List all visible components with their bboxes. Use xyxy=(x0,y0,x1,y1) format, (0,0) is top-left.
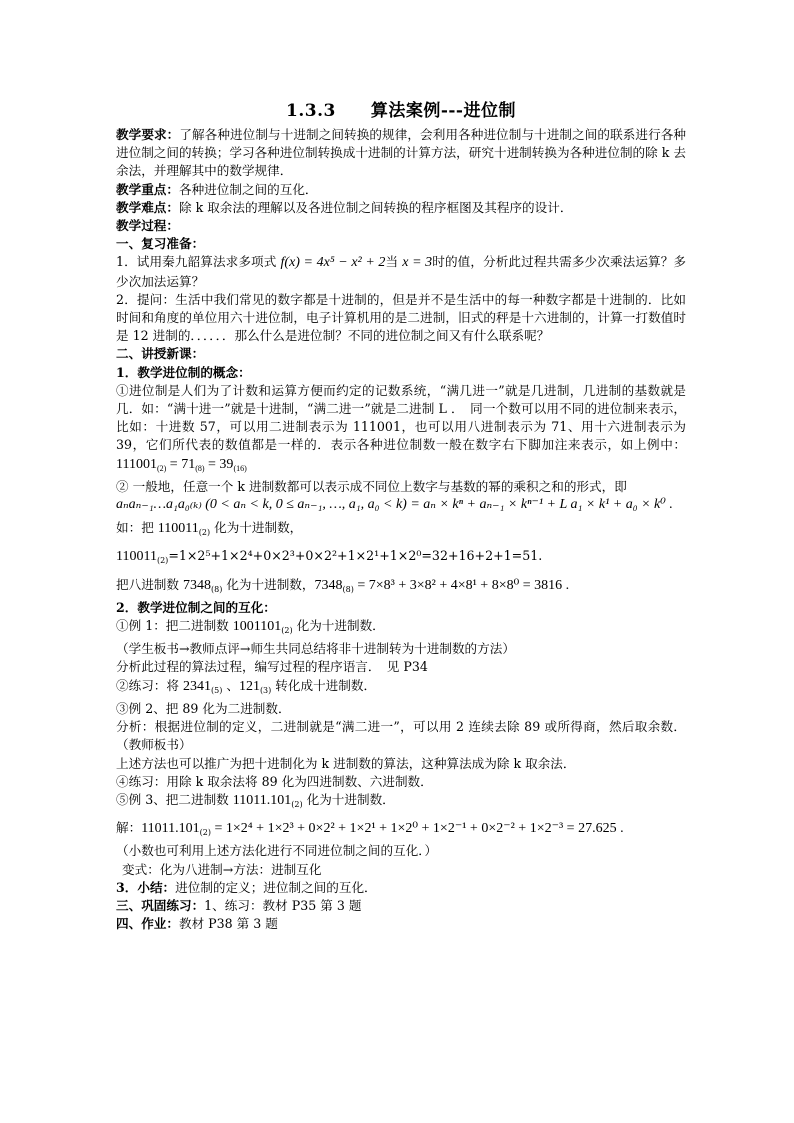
teaching-requirements xyxy=(116,126,686,181)
requirements-text: 了解各种进位制与十进制之间转换的规律，会利用各种进位制与十进制之间的联系进行各种进位制之间的转换；学习各种进位制转换成十进制的计算方法，研究十进制转换为各种进位制的除 k 去余法，并理解其中的数学规律． xyxy=(116,127,687,179)
c5-text-a: ⑤例 3、把二进制数 xyxy=(116,791,233,807)
c2-base-2: (3) xyxy=(259,685,272,695)
c2-number-1: 2341 xyxy=(182,678,211,694)
conversion-note: （学生板书→教师点评→师生共同总结将非十进制转为十进制数的方法） xyxy=(116,641,515,657)
conversion-analysis: 分析此过程的算法过程，编写过程的程序语言． 见 P34 xyxy=(116,659,428,675)
conversion-example-2: ③例 2、把 89 化为二进制数． xyxy=(116,700,291,716)
ex2-number: 7348 xyxy=(182,577,211,593)
c2-base-1: (5) xyxy=(210,685,223,695)
homework xyxy=(116,915,686,933)
review-question-1 xyxy=(116,253,686,290)
ex1-base: (2) xyxy=(198,528,211,538)
consolidation-text: 1、练习：教材 P35 第 3 题 xyxy=(204,897,362,913)
q1-text-c: 时的值，分析此过程共需多少次乘法运算？多少次加法运算？ xyxy=(116,254,686,289)
conversion-generalization: 上述方法也可以推广为把十进制化为 k 进制数的算法，这种算法成为除 k 取余法． xyxy=(116,755,576,771)
difficulty-text: 除 k 取余法的理解以及各进位制之间转换的程序框图及其程序的设计． xyxy=(178,199,573,215)
ex1-calc-base: (2) xyxy=(156,556,169,566)
ex1-number: 110011 xyxy=(157,521,199,537)
q1-text-b: 当 xyxy=(385,254,403,270)
q1-x-value: x = 3 xyxy=(402,255,433,271)
difficulty-label: 教学难点： xyxy=(116,199,179,215)
subheading-concept: 1．教学进位制的概念： xyxy=(116,364,251,380)
document-page xyxy=(116,100,686,933)
c2-number-2: 121 xyxy=(238,678,260,694)
q1-text-a: 1．试用秦九韶算法求多项式 xyxy=(116,254,281,270)
conversion-example-3 xyxy=(116,791,686,814)
ex2-text-b: 化为十进制数， xyxy=(222,576,315,592)
section-heading-new-lesson: 二、讲授新课： xyxy=(116,346,205,362)
general-expansion-formula: aₙaₙ₋₁…a₁a₀₍ₖ₎ (0 < aₙ < k, 0 ≤ aₙ₋₁, …, a₁, a₀ < k) = aₙ × kⁿ + aₙ₋₁ × kⁿ⁻¹ + L a₁ × k¹ + a₀ × k⁰ . xyxy=(116,497,673,513)
base-example-formula: $111001_{(2)} = 71_{(8)} = 39_{(16)}$ xyxy=(116,456,247,473)
consolidation-heading: 三、巩固练习： xyxy=(116,897,205,913)
solution-calculation: = 1×2⁴ + 1×2³ + 0×2² + 1×2¹ + 1×2⁰ + 1×2⁻¹ + 0×2⁻² + 1×2⁻³ = 27.625 . xyxy=(211,821,624,837)
process-label: 教学过程： xyxy=(116,218,179,234)
concept-paragraph-2: ② 一般地，任意一个 k 进制数都可以表示成不同位上数字与基数的幂的乘积之和的形式，即 xyxy=(116,478,627,494)
ex1-text-a: 如：把 xyxy=(116,520,158,536)
c2-text-a: ②练习：将 xyxy=(116,677,183,693)
ex2-text-a: 把八进制数 xyxy=(116,576,183,592)
ex2-base: (8) xyxy=(210,584,223,594)
conversion-exercise-4: ④练习：用除 k 取余法将 89 化为四进制数、六进制数． xyxy=(116,773,433,789)
c2-separator: 、 xyxy=(222,677,239,693)
c1-text-a: ①例 1：把二进制数 xyxy=(116,618,233,634)
homework-text: 教材 P38 第 3 题 xyxy=(178,916,278,932)
key-point-text: 各种进位制之间的互化． xyxy=(178,181,318,197)
teaching-difficulty xyxy=(116,199,686,217)
consolidation-exercise xyxy=(116,897,686,915)
summary-line xyxy=(116,879,686,897)
c2-text-b: 转化成十进制数． xyxy=(271,677,377,693)
key-point-label: 教学重点： xyxy=(116,181,179,197)
conversion-example-1 xyxy=(116,617,686,640)
q1-polynomial: f(x) = 4x⁵ − x² + 2 xyxy=(280,255,386,271)
conversion-example-2-analysis: 分析：根据进位制的定义，二进制就是“满二进一”，可以用 2 连续去除 89 或所得商，然后取余数．（教师板书） xyxy=(116,719,686,753)
homework-heading: 四、作业： xyxy=(116,916,179,932)
review-question-2: 2．提问：生活中我们常见的数字都是十进制的，但是并不是生活中的每一种数字都是十进制的．比如时间和角度的单位用六十进位制，电子计算机用的是二进制，旧式的秤是十六进制的，计算一打数值时是 12 进制的．．．．．．那么什么是进位制？不同的进位制之间又有什么联系呢？ xyxy=(116,291,686,344)
concept-text: ①进位制是人们为了计数和运算方便而约定的记数系统，“满几进一”就是几进制，几进制的基数就是几．如：“满十进一”就是十进制，“满二进一”就是二进制 L ． 同一个数可以用不同的进位制来表示，比如：十进数 57，可以用二进制表示为 111001，也可以用八进制表示为 71、用十六进制表示为 39，它们所代表的数值都是一样的．表示各种进位制数一般在数字右下脚加注来表示，如上例中： xyxy=(116,382,686,453)
subheading-conversion: 2．教学进位制之间的互化： xyxy=(116,599,276,615)
ex2-calculation: = 7×8³ + 3×8² + 4×8¹ + 8×8⁰ = 3816 . xyxy=(353,577,570,593)
section-heading-review: 一、复习准备： xyxy=(116,236,205,252)
decimal-note: （小数也可利用上述方法化进行不同进位制之间的互化．） xyxy=(116,843,438,859)
ex1-text-b: 化为十进制数， xyxy=(210,520,303,536)
conversion-exercise-2 xyxy=(116,677,686,700)
c1-base: (2) xyxy=(281,626,293,636)
ex1-calc-number: 110011 xyxy=(116,549,157,565)
example-binary-calculation xyxy=(116,547,686,570)
example-octal-to-decimal xyxy=(116,576,686,599)
summary-text: 进位制的定义；进位制之间的互化． xyxy=(175,879,377,895)
concept-paragraph-1 xyxy=(116,382,686,478)
page-title: 1.3.3 算法案例---进位制 xyxy=(286,101,516,121)
example-binary-to-decimal xyxy=(116,519,686,542)
ex1-calculation: =1×2⁵+1×2⁴+0×2³+0×2²+1×2¹+1×2⁰=32+16+2+1=51. xyxy=(168,548,543,564)
summary-label: 3．小结： xyxy=(116,879,176,895)
c5-base: (2) xyxy=(291,799,303,809)
c1-text-b: 化为十进制数． xyxy=(292,618,385,634)
teaching-key-point xyxy=(116,181,686,199)
ex2-calc-number: 7348 xyxy=(314,577,343,593)
c5-number: 11011.101 xyxy=(232,792,292,808)
solution-base: (2) xyxy=(199,828,211,838)
c5-text-b: 化为十进制数． xyxy=(302,791,395,807)
c1-number: 1001101 xyxy=(232,619,282,635)
solution-line xyxy=(116,819,686,842)
solution-number: 11011.101 xyxy=(141,821,200,837)
solution-label: 解： xyxy=(116,820,142,836)
ex2-calc-base: (8) xyxy=(342,584,354,594)
requirements-label: 教学要求： xyxy=(116,127,180,142)
variant-line: 变式：化为八进制→方法：进制互化 xyxy=(122,861,322,877)
